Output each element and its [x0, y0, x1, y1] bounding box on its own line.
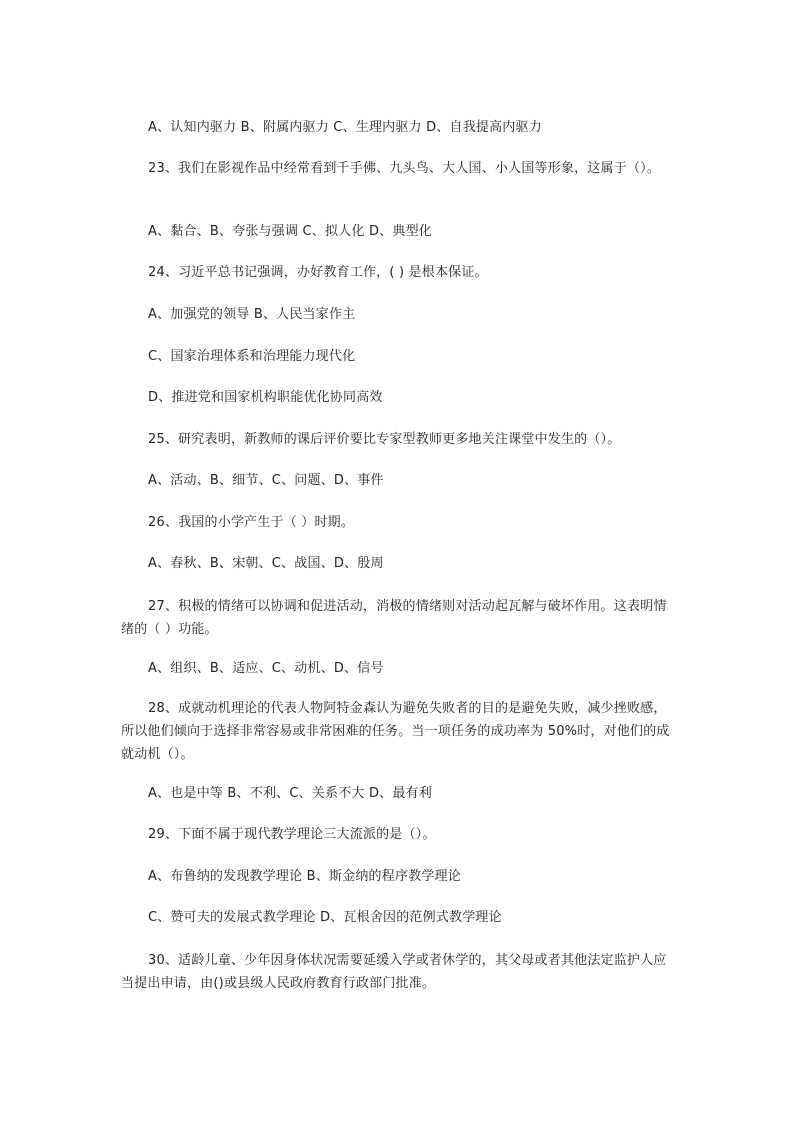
q23-options: A、黏合、B、夸张与强调 C、拟人化 D、典型化	[148, 224, 432, 239]
q25-question: 25、研究表明，新教师的课后评价要比专家型教师更多地关注课堂中发生的（）。	[148, 432, 621, 447]
q22-options: A、认知内驱力 B、附属内驱力 C、生理内驱力 D、自我提高内驱力	[148, 120, 542, 135]
q24-option-d: D、推进党和国家机构职能优化协同高效	[148, 390, 383, 405]
q25-options: A、活动、B、细节、C、问题、D、事件	[148, 473, 384, 488]
q23-question: 23、我们在影视作品中经常看到千手佛、九头鸟、大人国、小人国等形象，这属于（）。	[148, 161, 661, 176]
q24-options-ab: A、加强党的领导 B、人民当家作主	[148, 307, 356, 322]
q30-question: 30、适龄儿童、少年因身体状况需要延缓入学或者休学的，其父母或者其他法定监护人应当提出申请，由()或县级人民政府教育行政部门批准。	[121, 953, 667, 991]
q24-option-c: C、国家治理体系和治理能力现代化	[148, 349, 356, 364]
q24-question: 24、习近平总书记强调，办好教育工作，( ) 是根本保证。	[148, 265, 488, 280]
q27-options: A、组织、B、适应、C、动机、D、信号	[148, 661, 384, 676]
q28-question: 28、成就动机理论的代表人物阿特金森认为避免失败者的目的是避免失败，减少挫败感，所以他们倾向于选择非常容易或非常困难的任务。当一项任务的成功率为 50%时，对他们的成就动机（）。	[121, 701, 670, 762]
q29-options-ab: A、布鲁纳的发现教学理论 B、斯金纳的程序教学理论	[148, 869, 461, 884]
q26-options: A、春秋、B、宋朝、C、战国、D、殷周	[148, 556, 384, 571]
q27-question: 27、积极的情绪可以协调和促进活动，消极的情绪则对活动起瓦解与破坏作用。这表明情绪的（ ）功能。	[121, 599, 667, 637]
q29-question: 29、下面不属于现代教学理论三大流派的是（）。	[148, 827, 436, 842]
q28-options: A、也是中等 B、不利、C、关系不大 D、最有利	[148, 786, 432, 801]
q26-question: 26、我国的小学产生于（ ）时期。	[148, 515, 355, 530]
q29-options-cd: C、赞可夫的发展式教学理论 D、瓦根舍因的范例式教学理论	[148, 910, 502, 925]
